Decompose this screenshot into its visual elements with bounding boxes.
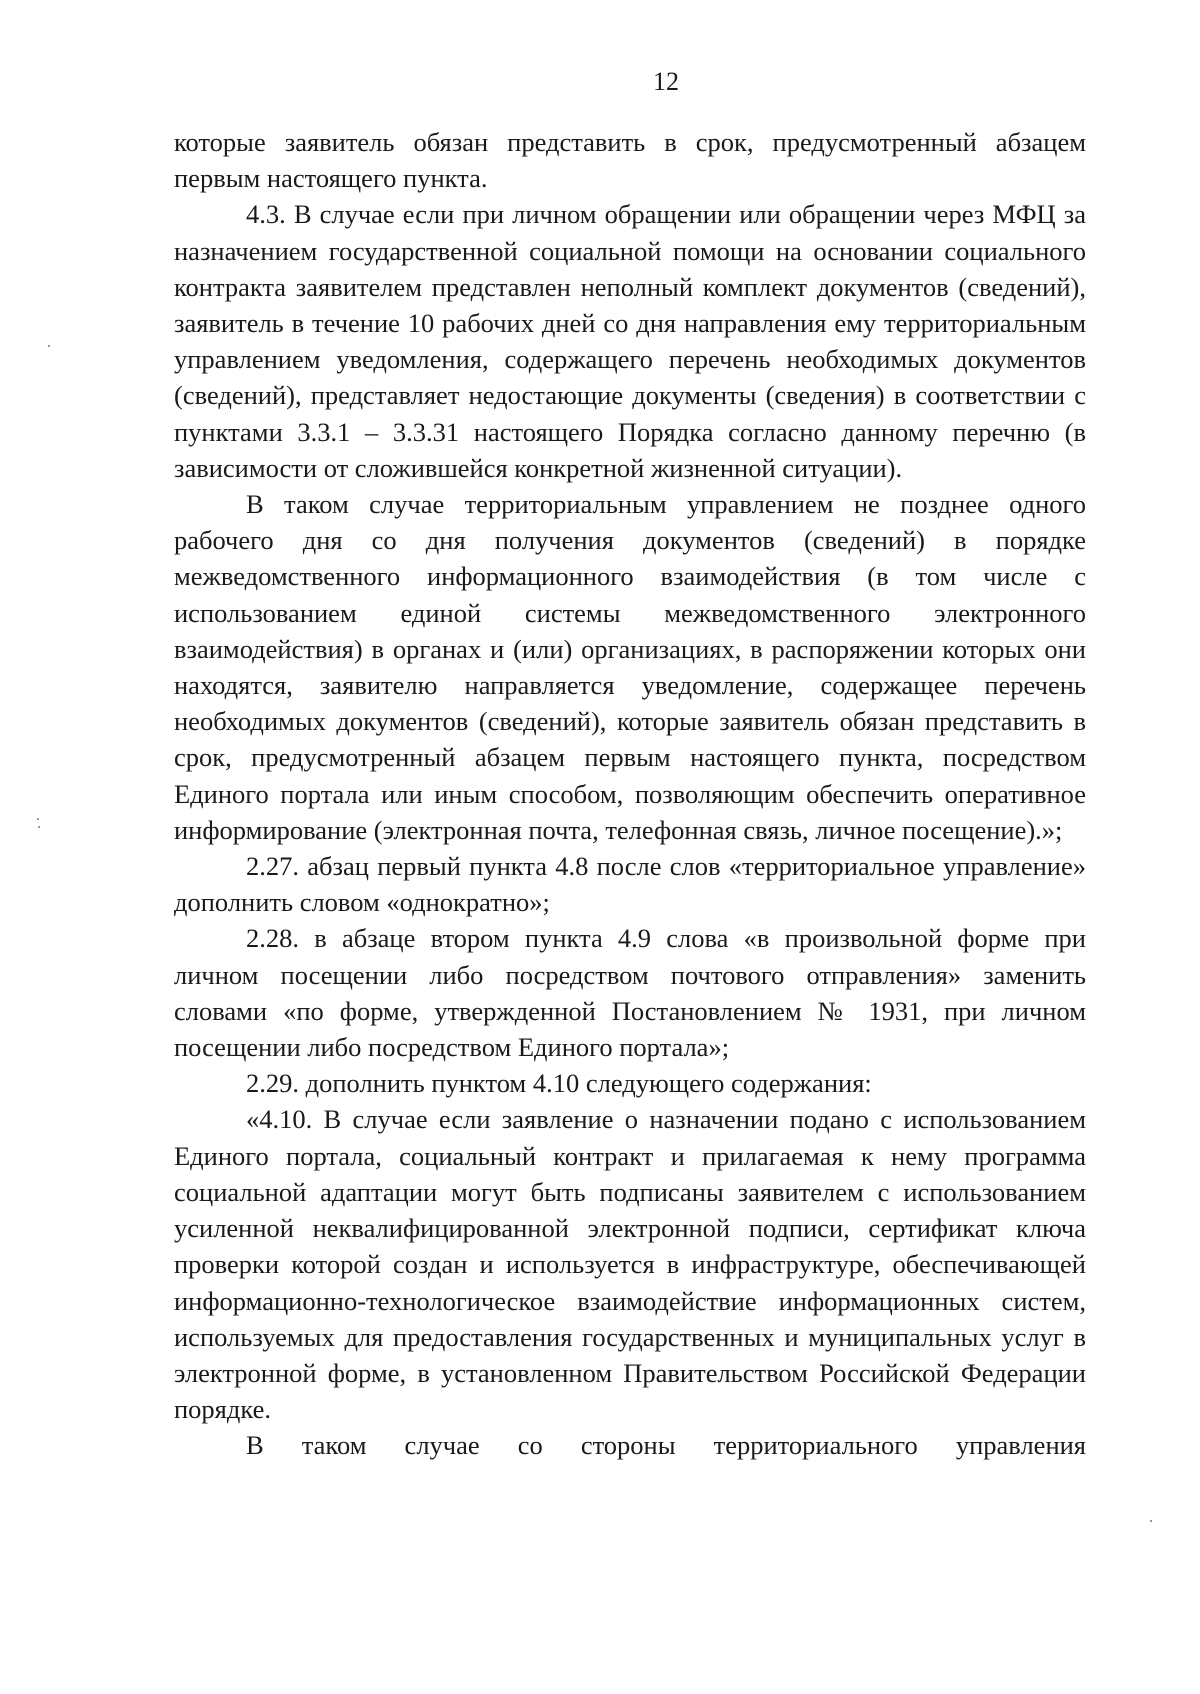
paragraph-4-10-second: В таком случае со стороны территориального управления: [246, 1430, 1086, 1461]
paragraph-2-27: 2.27. абзац первый пункта 4.8 после слов «территориальное управление» дополнить словом «однократно»;: [174, 851, 1086, 918]
scan-speck: [38, 826, 40, 828]
scan-speck: [1150, 1520, 1152, 1522]
paragraph-2-28: 2.28. в абзаце втором пункта 4.9 слова «в произвольной форме при личном посещении либо посредством почтового отправления» заменить словами «по форме, утвержденной Постановлением № 1931, при личном посещении либо посредством Единого портала»;: [174, 923, 1086, 1063]
paragraph-4-10: «4.10. В случае если заявление о назначении подано с использованием Единого портала, социальный контракт и прилагаемая к нему программа социальной адаптации могут быть подписаны заявителем с использованием усиленной неквалифицированной электронной подписи, сертификат ключа проверки которой создан и используется в инфраструктуре, обеспечивающей информационно-технологическое взаимодействие информационных систем, используемых для предоставления государственных и муниципальных услуг в электронной форме, в установленном Правительством Российской Федерации порядке.: [174, 1104, 1086, 1425]
scan-speck: [37, 818, 39, 820]
scan-speck: [48, 345, 50, 347]
paragraph-2-29: 2.29. дополнить пунктом 4.10 следующего содержания:: [246, 1068, 872, 1099]
document-body: [174, 124, 1086, 1464]
paragraph-4-3: 4.3. В случае если при личном обращении или обращении через МФЦ за назначением государственной социальной помощи на основании социального контракта заявителем представлен неполный комплект документов (сведений), заявитель в течение 10 рабочих дней со дня направления ему территориальным управлением уведомления, содержащего перечень необходимых документов (сведений), представляет недостающие документы (сведения) в соответствии с пунктами 3.3.1 – 3.3.31 настоящего Порядка согласно данному перечню (в зависимости от сложившейся конкретной жизненной ситуации).: [174, 199, 1086, 483]
paragraph-4-3-second: В таком случае территориальным управлением не позднее одного рабочего дня со дня получения документов (сведений) в порядке межведомственного информационного взаимодействия (в том числе с использованием единой системы межведомственного электронного взаимодействия) в органах и (или) организациях, в распоряжении которых они находятся, заявителю направляется уведомление, содержащее перечень необходимых документов (сведений), которые заявитель обязан представить в срок, предусмотренный абзацем первым настоящего пункта, посредством Единого портала или иным способом, позволяющим обеспечить оперативное информирование (электронная почта, телефонная связь, личное посещение).»;: [174, 489, 1086, 845]
page-number: 12: [653, 67, 679, 96]
paragraph-continuation: которые заявитель обязан представить в срок, предусмотренный абзацем первым настоящего пункта.: [174, 127, 1086, 194]
